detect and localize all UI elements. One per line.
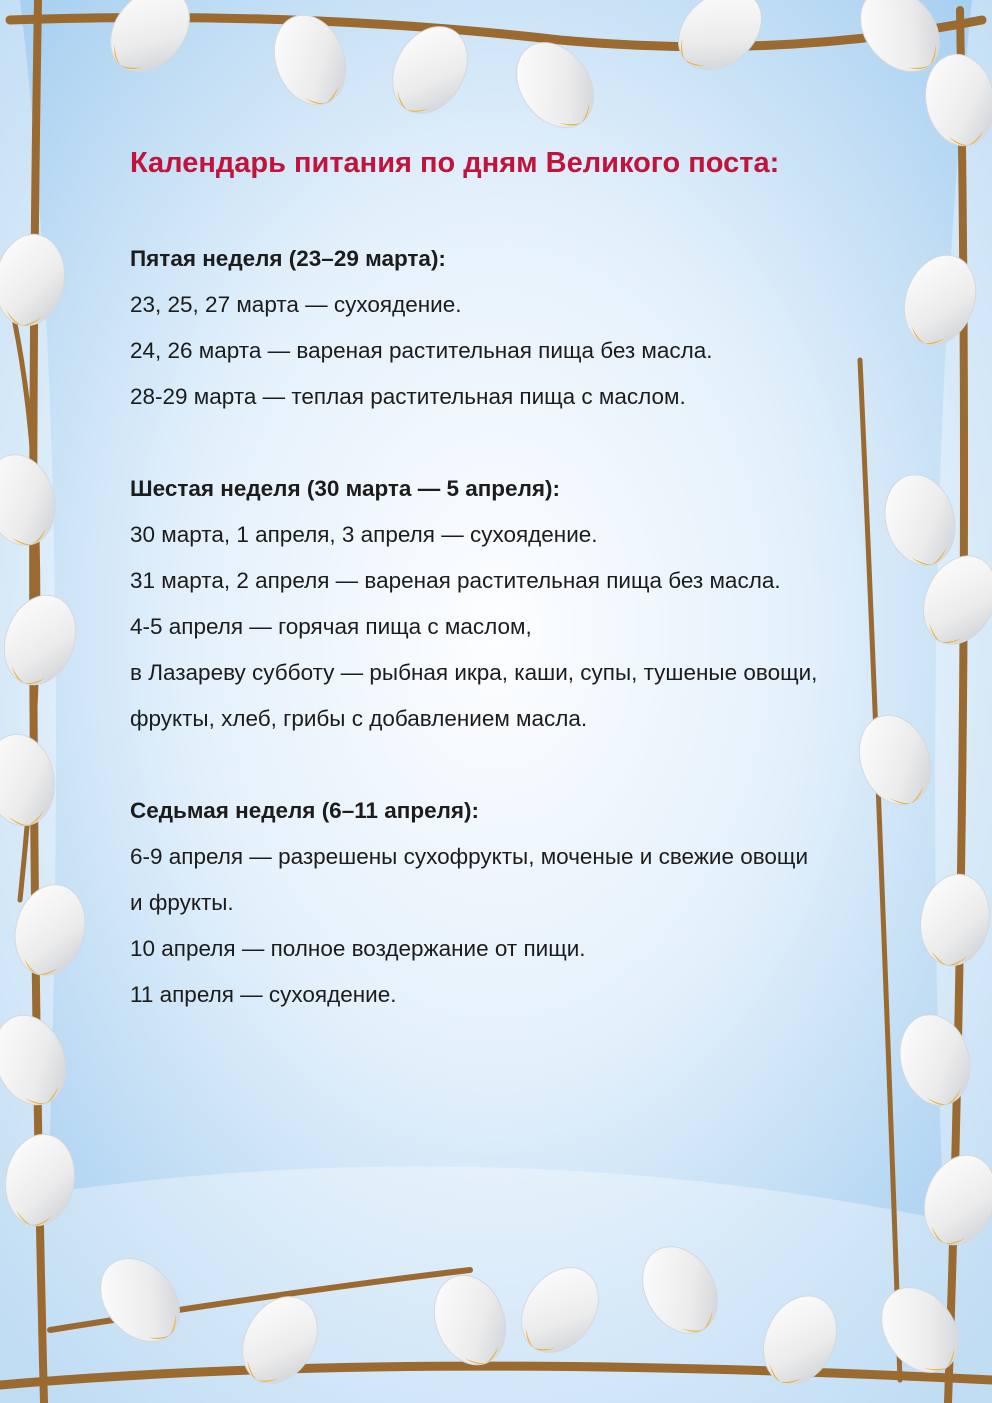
schedule-line: в Лазареву субботу — рыбная икра, каши, супы, тушеные овощи, — [130, 660, 818, 685]
schedule-line: 28-29 марта — теплая растительная пища с маслом. — [130, 384, 686, 409]
week-heading: Пятая неделя (23–29 марта): — [130, 246, 446, 271]
schedule-line: 6-9 апреля — разрешены сухофрукты, моченые и свежие овощи — [130, 844, 809, 869]
schedule-line: 4-5 апреля — горячая пища с маслом, — [130, 614, 532, 639]
schedule-line: 30 марта, 1 апреля, 3 апреля — сухоядение. — [130, 522, 598, 547]
document-content — [130, 140, 920, 1064]
schedule-line: 31 марта, 2 апреля — вареная растительная пища без масла. — [130, 568, 781, 593]
week-section-5 — [130, 236, 920, 420]
week-section-7 — [130, 788, 920, 1018]
schedule-line: 11 апреля — сухоядение. — [130, 982, 397, 1007]
week-section-6 — [130, 466, 920, 742]
week-heading: Шестая неделя (30 марта — 5 апреля): — [130, 476, 560, 501]
schedule-line: и фрукты. — [130, 890, 234, 915]
page-title: Календарь питания по дням Великого поста: — [130, 147, 780, 179]
week-heading: Седьмая неделя (6–11 апреля): — [130, 798, 480, 823]
schedule-line: 10 апреля — полное воздержание от пищи. — [130, 936, 586, 961]
schedule-line: 24, 26 марта — вареная растительная пища без масла. — [130, 338, 713, 363]
schedule-line: фрукты, хлеб, грибы с добавлением масла. — [130, 706, 588, 731]
schedule-line: 23, 25, 27 марта — сухоядение. — [130, 292, 462, 317]
